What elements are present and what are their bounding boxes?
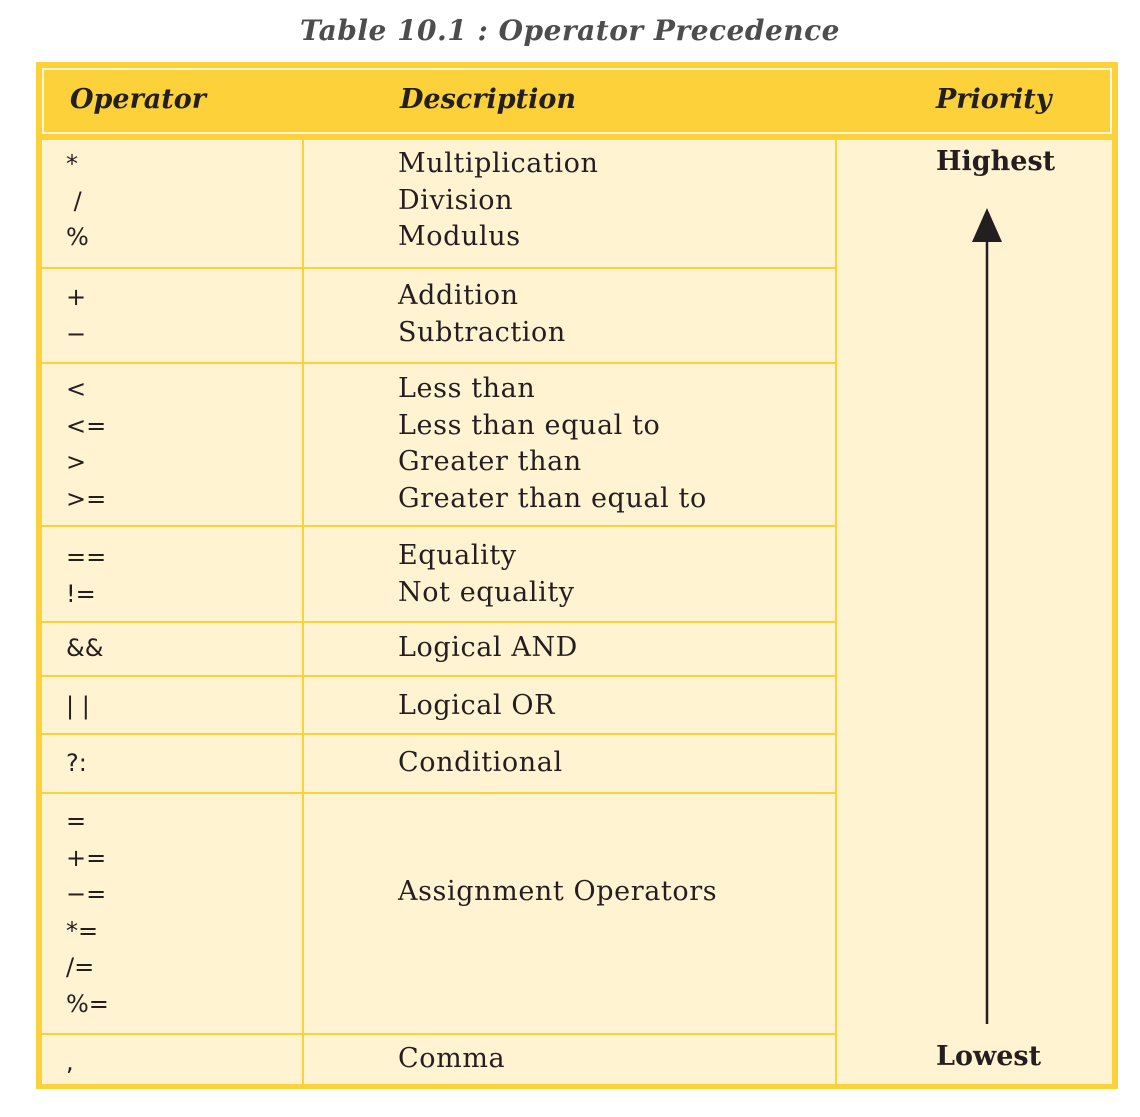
table-caption: Table 10.1 : Operator Precedence [300,14,840,47]
column-divider [835,140,837,1084]
operator-cell: < <= > >= [66,375,107,513]
description-cell: Less than Less than equal to Greater than Greater than equal to [398,373,707,514]
description-cell: Comma [398,1043,506,1074]
table-header [42,68,1112,134]
row-divider [42,675,836,677]
operator-cell: | | [66,692,90,720]
operator-cell: = += −= *= /= %= [66,807,109,1018]
operator-cell: + − [66,283,87,348]
priority-lowest-label: Lowest [936,1041,1042,1072]
description-cell: Equality Not equality [398,540,575,608]
description-cell: Multiplication Division Modulus [398,148,599,252]
column-divider [302,140,304,1084]
operator-cell: , [66,1048,74,1076]
description-cell: Logical OR [398,690,556,721]
operator-cell: && [66,634,104,662]
arrow-head [972,208,1002,242]
row-divider [42,267,836,269]
row-divider [42,733,836,735]
column-header-operator: Operator [70,84,207,115]
row-divider [42,621,836,623]
priority-highest-label: Highest [936,146,1056,177]
table-body [42,140,1112,1084]
description-cell: Addition Subtraction [398,280,566,348]
operator-cell: == != [66,543,107,608]
operator-cell: ?: [66,749,87,777]
row-divider [42,792,836,794]
arrow-up-icon [960,200,1014,1030]
column-header-priority: Priority [936,84,1052,115]
row-divider [42,1033,836,1035]
row-divider [42,525,836,527]
operator-cell: * / % [66,150,89,251]
description-cell: Conditional [398,747,563,778]
description-cell: Assignment Operators [398,876,718,907]
column-header-description: Description [400,84,576,115]
description-cell: Logical AND [398,632,578,663]
row-divider [42,362,836,364]
